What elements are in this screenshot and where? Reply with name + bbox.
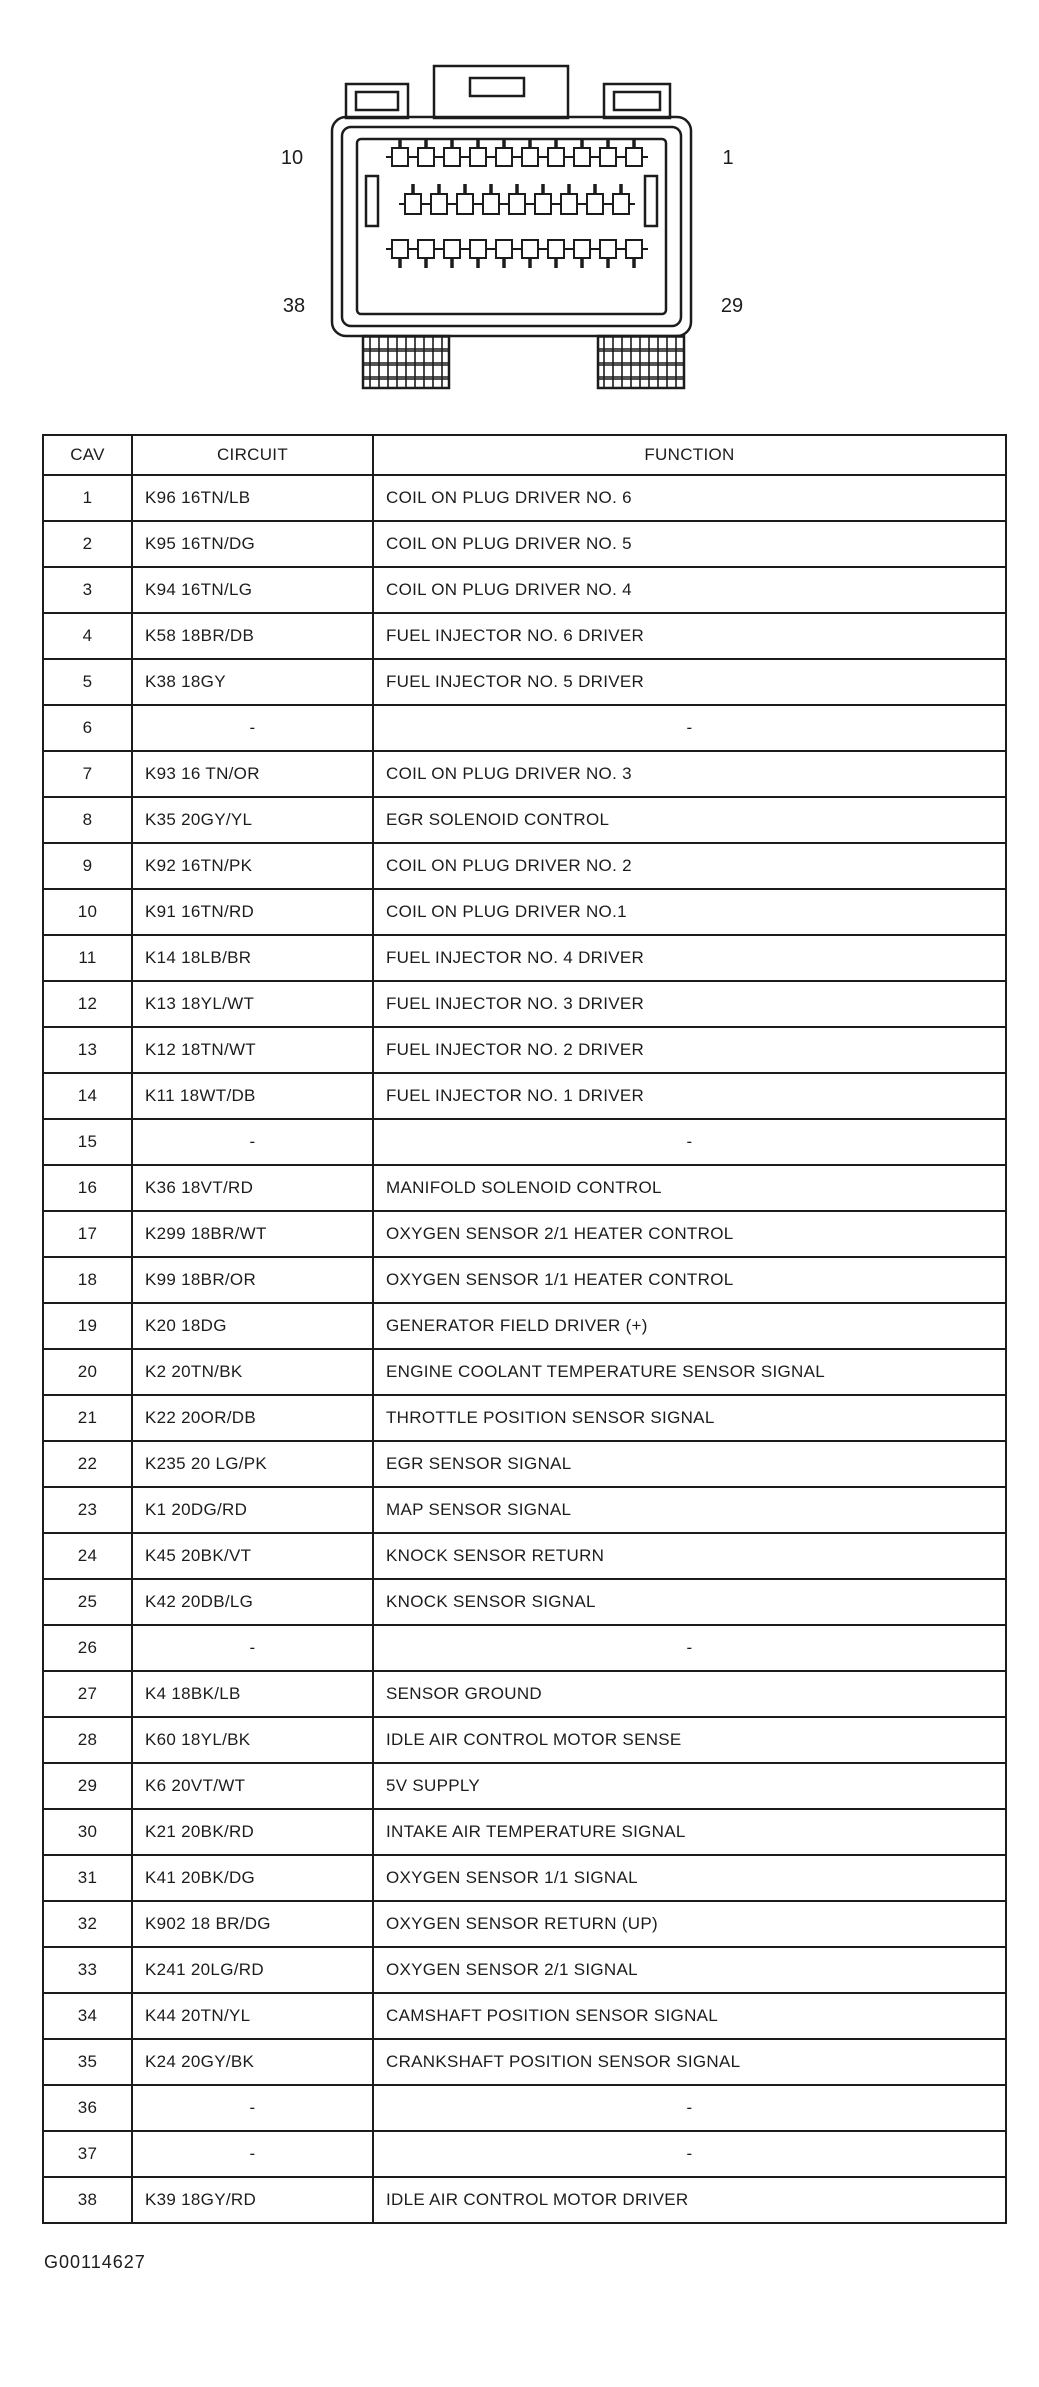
- pin-label-top-left: 10: [280, 147, 304, 169]
- table-row: [43, 1119, 1006, 1165]
- table-row: [43, 2131, 1006, 2177]
- pin: [522, 240, 538, 258]
- table-row: [43, 1257, 1006, 1303]
- pin: [587, 194, 603, 214]
- table-row: [43, 1809, 1006, 1855]
- cell-function: ENGINE COOLANT TEMPERATURE SENSOR SIGNAL: [373, 1349, 1006, 1395]
- cell-circuit: K902 18 BR/DG: [132, 1901, 373, 1947]
- pin: [392, 240, 408, 258]
- cell-function: GENERATOR FIELD DRIVER (+): [373, 1303, 1006, 1349]
- cell-cav: 8: [43, 797, 132, 843]
- cell-circuit: K36 18VT/RD: [132, 1165, 373, 1211]
- table-row: [43, 1211, 1006, 1257]
- table-row: [43, 1993, 1006, 2039]
- cell-function: EGR SOLENOID CONTROL: [373, 797, 1006, 843]
- pin-label-bottom-right: 29: [720, 295, 744, 317]
- cell-circuit: K13 18YL/WT: [132, 981, 373, 1027]
- pin-grid: [386, 138, 648, 268]
- cell-function: OXYGEN SENSOR RETURN (UP): [373, 1901, 1006, 1947]
- table-row: [43, 1441, 1006, 1487]
- cell-circuit: K94 16TN/LG: [132, 567, 373, 613]
- table-row: [43, 1165, 1006, 1211]
- table-row: [43, 1763, 1006, 1809]
- table-row: [43, 1579, 1006, 1625]
- cell-function: INTAKE AIR TEMPERATURE SIGNAL: [373, 1809, 1006, 1855]
- cell-function: COIL ON PLUG DRIVER NO. 3: [373, 751, 1006, 797]
- cell-circuit: K44 20TN/YL: [132, 1993, 373, 2039]
- pin: [470, 148, 486, 166]
- table-row: [43, 1671, 1006, 1717]
- cell-circuit: -: [132, 1625, 373, 1671]
- cell-circuit: -: [132, 2085, 373, 2131]
- cell-cav: 20: [43, 1349, 132, 1395]
- cell-function: MAP SENSOR SIGNAL: [373, 1487, 1006, 1533]
- cell-cav: 1: [43, 475, 132, 521]
- cell-function: OXYGEN SENSOR 2/1 HEATER CONTROL: [373, 1211, 1006, 1257]
- pin: [561, 194, 577, 214]
- pin: [496, 240, 512, 258]
- pin: [535, 194, 551, 214]
- cell-circuit: K24 20GY/BK: [132, 2039, 373, 2085]
- cell-cav: 6: [43, 705, 132, 751]
- cell-function: FUEL INJECTOR NO. 4 DRIVER: [373, 935, 1006, 981]
- cell-function: SENSOR GROUND: [373, 1671, 1006, 1717]
- cell-circuit: -: [132, 2131, 373, 2177]
- cell-circuit: K41 20BK/DG: [132, 1855, 373, 1901]
- cell-cav: 26: [43, 1625, 132, 1671]
- cell-function: FUEL INJECTOR NO. 6 DRIVER: [373, 613, 1006, 659]
- cell-circuit: K4 18BK/LB: [132, 1671, 373, 1717]
- cell-function: FUEL INJECTOR NO. 3 DRIVER: [373, 981, 1006, 1027]
- cell-circuit: K11 18WT/DB: [132, 1073, 373, 1119]
- cell-function: COIL ON PLUG DRIVER NO. 2: [373, 843, 1006, 889]
- cell-circuit: K2 20TN/BK: [132, 1349, 373, 1395]
- cell-circuit: K21 20BK/RD: [132, 1809, 373, 1855]
- pinout-table-body: [43, 475, 1006, 2223]
- cell-function: -: [373, 2085, 1006, 2131]
- pinout-table: [42, 434, 1007, 2224]
- table-row: [43, 1717, 1006, 1763]
- table-row: [43, 751, 1006, 797]
- table-row: [43, 1487, 1006, 1533]
- pin: [470, 240, 486, 258]
- cell-cav: 33: [43, 1947, 132, 1993]
- cell-circuit: K241 20LG/RD: [132, 1947, 373, 1993]
- pin: [522, 148, 538, 166]
- figure-id: G00114627: [44, 2252, 146, 2272]
- cell-cav: 10: [43, 889, 132, 935]
- table-row: [43, 1855, 1006, 1901]
- pin: [418, 148, 434, 166]
- cell-cav: 12: [43, 981, 132, 1027]
- cell-circuit: K235 20 LG/PK: [132, 1441, 373, 1487]
- cell-function: THROTTLE POSITION SENSOR SIGNAL: [373, 1395, 1006, 1441]
- pin: [444, 240, 460, 258]
- cell-function: CRANKSHAFT POSITION SENSOR SIGNAL: [373, 2039, 1006, 2085]
- cell-circuit: K92 16TN/PK: [132, 843, 373, 889]
- table-header-row: [43, 435, 1006, 475]
- table-row: [43, 613, 1006, 659]
- cell-function: -: [373, 1625, 1006, 1671]
- cell-cav: 22: [43, 1441, 132, 1487]
- cell-function: -: [373, 1119, 1006, 1165]
- cell-function: FUEL INJECTOR NO. 5 DRIVER: [373, 659, 1006, 705]
- table-row: [43, 1303, 1006, 1349]
- header-function: FUNCTION: [373, 435, 1006, 475]
- cell-cav: 9: [43, 843, 132, 889]
- pin: [496, 148, 512, 166]
- table-row: [43, 1901, 1006, 1947]
- cell-cav: 30: [43, 1809, 132, 1855]
- pin: [418, 240, 434, 258]
- header-cav: CAV: [43, 435, 132, 475]
- pin: [548, 240, 564, 258]
- cell-circuit: K45 20BK/VT: [132, 1533, 373, 1579]
- cell-cav: 3: [43, 567, 132, 613]
- pin: [457, 194, 473, 214]
- cell-cav: 19: [43, 1303, 132, 1349]
- table-row: [43, 1625, 1006, 1671]
- cell-function: 5V SUPPLY: [373, 1763, 1006, 1809]
- cell-cav: 14: [43, 1073, 132, 1119]
- cell-cav: 23: [43, 1487, 132, 1533]
- pin: [626, 240, 642, 258]
- cell-cav: 13: [43, 1027, 132, 1073]
- cell-cav: 15: [43, 1119, 132, 1165]
- table-row: [43, 797, 1006, 843]
- table-row: [43, 1073, 1006, 1119]
- table-row: [43, 1947, 1006, 1993]
- table-row: [43, 521, 1006, 567]
- cell-cav: 35: [43, 2039, 132, 2085]
- cell-cav: 25: [43, 1579, 132, 1625]
- table-row: [43, 2085, 1006, 2131]
- pin: [483, 194, 499, 214]
- connector-tab-top-right-slot: [614, 92, 660, 110]
- connector-slot-right: [645, 176, 657, 226]
- cell-cav: 4: [43, 613, 132, 659]
- cell-circuit: K14 18LB/BR: [132, 935, 373, 981]
- cell-circuit: K22 20OR/DB: [132, 1395, 373, 1441]
- connector-tab-bottom-right: [598, 336, 684, 388]
- pin: [548, 148, 564, 166]
- cell-cav: 28: [43, 1717, 132, 1763]
- cell-cav: 7: [43, 751, 132, 797]
- cell-circuit: K58 18BR/DB: [132, 613, 373, 659]
- cell-circuit: K91 16TN/RD: [132, 889, 373, 935]
- cell-cav: 21: [43, 1395, 132, 1441]
- table-row: [43, 2039, 1006, 2085]
- pin: [509, 194, 525, 214]
- cell-cav: 11: [43, 935, 132, 981]
- cell-circuit: K299 18BR/WT: [132, 1211, 373, 1257]
- table-row: [43, 981, 1006, 1027]
- connector-tab-top-center-slot: [470, 78, 524, 96]
- pin: [574, 240, 590, 258]
- cell-cav: 38: [43, 2177, 132, 2223]
- cell-cav: 24: [43, 1533, 132, 1579]
- cell-circuit: K42 20DB/LG: [132, 1579, 373, 1625]
- cell-circuit: K1 20DG/RD: [132, 1487, 373, 1533]
- cell-circuit: -: [132, 705, 373, 751]
- cell-function: COIL ON PLUG DRIVER NO. 6: [373, 475, 1006, 521]
- pin: [626, 148, 642, 166]
- cell-cav: 16: [43, 1165, 132, 1211]
- cell-function: KNOCK SENSOR RETURN: [373, 1533, 1006, 1579]
- pin-label-bottom-left: 38: [282, 295, 306, 317]
- table-row: [43, 2177, 1006, 2223]
- cell-cav: 29: [43, 1763, 132, 1809]
- cell-function: -: [373, 705, 1006, 751]
- cell-cav: 32: [43, 1901, 132, 1947]
- cell-function: FUEL INJECTOR NO. 2 DRIVER: [373, 1027, 1006, 1073]
- pin: [431, 194, 447, 214]
- connector-diagram: [0, 0, 1039, 412]
- cell-cav: 2: [43, 521, 132, 567]
- cell-function: CAMSHAFT POSITION SENSOR SIGNAL: [373, 1993, 1006, 2039]
- cell-function: -: [373, 2131, 1006, 2177]
- table-row: [43, 935, 1006, 981]
- cell-circuit: K95 16TN/DG: [132, 521, 373, 567]
- pin: [600, 148, 616, 166]
- cell-function: COIL ON PLUG DRIVER NO. 5: [373, 521, 1006, 567]
- cell-function: OXYGEN SENSOR 1/1 HEATER CONTROL: [373, 1257, 1006, 1303]
- cell-function: IDLE AIR CONTROL MOTOR SENSE: [373, 1717, 1006, 1763]
- cell-circuit: -: [132, 1119, 373, 1165]
- cell-circuit: K99 18BR/OR: [132, 1257, 373, 1303]
- table-row: [43, 567, 1006, 613]
- cell-cav: 36: [43, 2085, 132, 2131]
- pin: [405, 194, 421, 214]
- pin: [613, 194, 629, 214]
- cell-circuit: K6 20VT/WT: [132, 1763, 373, 1809]
- cell-circuit: K96 16TN/LB: [132, 475, 373, 521]
- table-row: [43, 659, 1006, 705]
- pin: [392, 148, 408, 166]
- cell-function: COIL ON PLUG DRIVER NO. 4: [373, 567, 1006, 613]
- cell-cav: 37: [43, 2131, 132, 2177]
- cell-cav: 18: [43, 1257, 132, 1303]
- cell-cav: 17: [43, 1211, 132, 1257]
- cell-function: COIL ON PLUG DRIVER NO.1: [373, 889, 1006, 935]
- cell-function: EGR SENSOR SIGNAL: [373, 1441, 1006, 1487]
- pin: [600, 240, 616, 258]
- cell-function: FUEL INJECTOR NO. 1 DRIVER: [373, 1073, 1006, 1119]
- connector-tab-top-center: [434, 66, 568, 118]
- table-row: [43, 1533, 1006, 1579]
- cell-circuit: K12 18TN/WT: [132, 1027, 373, 1073]
- cell-circuit: K20 18DG: [132, 1303, 373, 1349]
- table-row: [43, 475, 1006, 521]
- cell-circuit: K93 16 TN/OR: [132, 751, 373, 797]
- connector-tab-bottom-left: [363, 336, 449, 388]
- cell-circuit: K35 20GY/YL: [132, 797, 373, 843]
- cell-function: KNOCK SENSOR SIGNAL: [373, 1579, 1006, 1625]
- table-row: [43, 1349, 1006, 1395]
- cell-cav: 31: [43, 1855, 132, 1901]
- cell-circuit: K60 18YL/BK: [132, 1717, 373, 1763]
- cell-circuit: K39 18GY/RD: [132, 2177, 373, 2223]
- table-row: [43, 1027, 1006, 1073]
- connector-slot-left: [366, 176, 378, 226]
- table-row: [43, 889, 1006, 935]
- cell-cav: 5: [43, 659, 132, 705]
- header-circuit: CIRCUIT: [132, 435, 373, 475]
- cell-cav: 34: [43, 1993, 132, 2039]
- table-row: [43, 1395, 1006, 1441]
- cell-function: IDLE AIR CONTROL MOTOR DRIVER: [373, 2177, 1006, 2223]
- table-row: [43, 705, 1006, 751]
- cell-function: OXYGEN SENSOR 2/1 SIGNAL: [373, 1947, 1006, 1993]
- pin: [574, 148, 590, 166]
- cell-function: MANIFOLD SOLENOID CONTROL: [373, 1165, 1006, 1211]
- table-row: [43, 843, 1006, 889]
- pin-label-top-right: 1: [722, 147, 734, 169]
- connector-tab-top-left-slot: [356, 92, 398, 110]
- cell-circuit: K38 18GY: [132, 659, 373, 705]
- cell-cav: 27: [43, 1671, 132, 1717]
- cell-function: OXYGEN SENSOR 1/1 SIGNAL: [373, 1855, 1006, 1901]
- pin: [444, 148, 460, 166]
